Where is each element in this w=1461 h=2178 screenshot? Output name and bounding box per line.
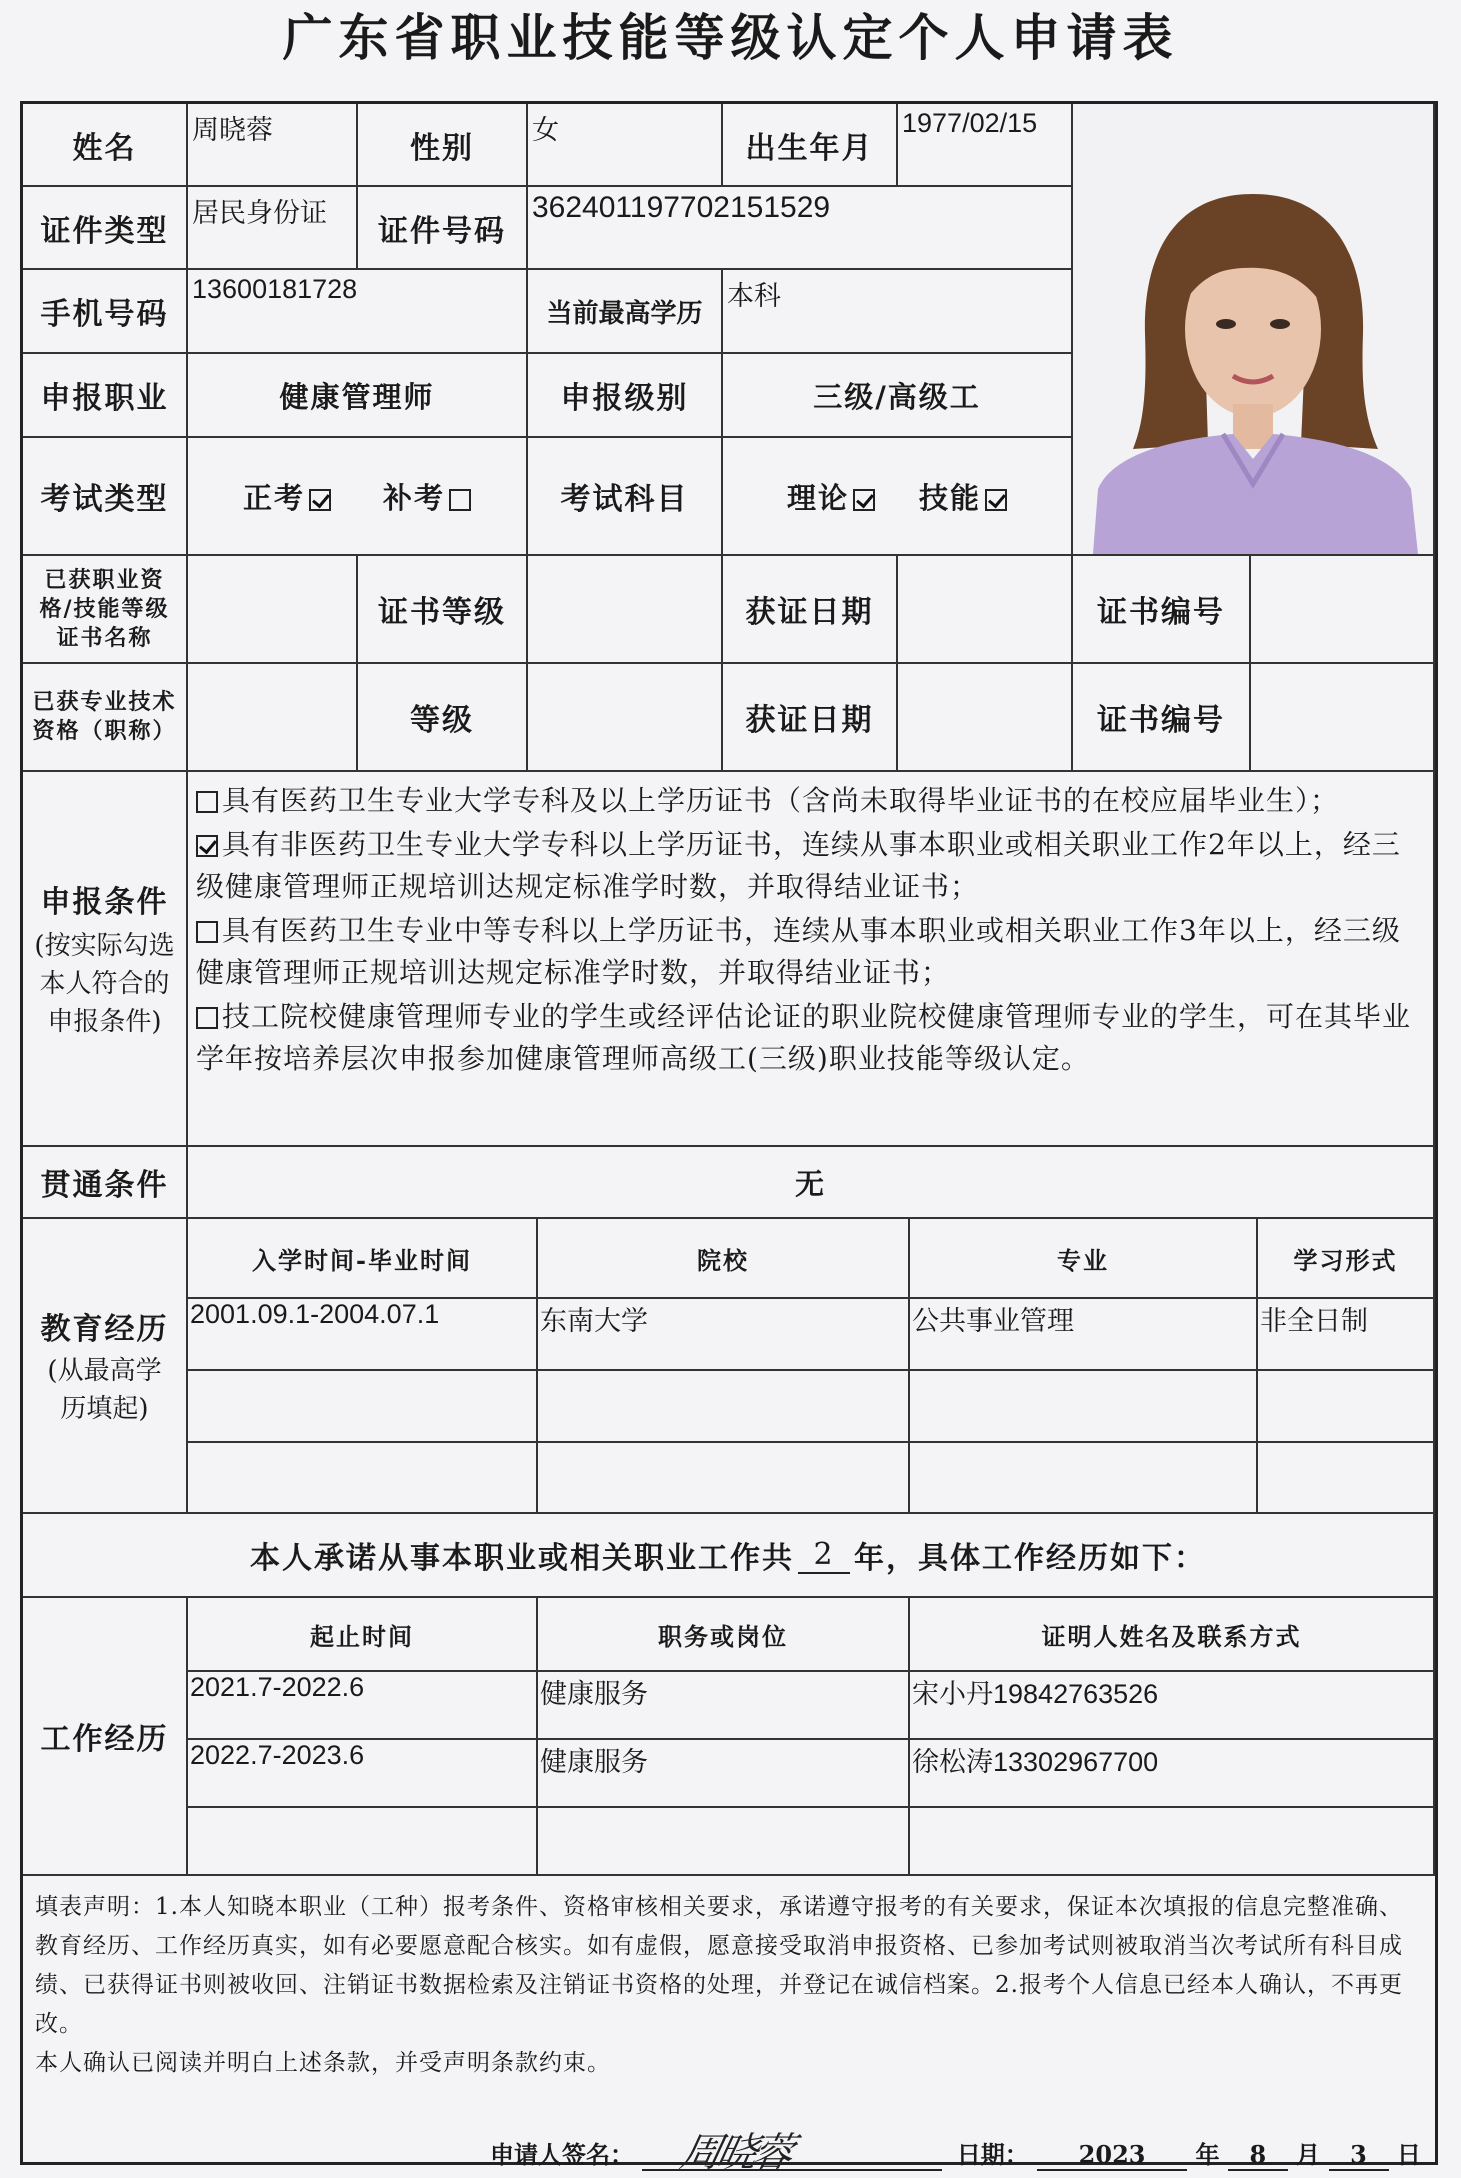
work-cell-reference[interactable]: 宋小丹19842763526 xyxy=(910,1672,1435,1740)
tech-title-label: 已获专业技术资格（职称） xyxy=(23,664,188,772)
cert-name-label: 已获职业资格/技能等级证书名称 xyxy=(23,556,188,664)
condition-text: 具有医药卫生专业中等专科以上学历证书，连续从事本职业或相关职业工作3年以上，经三级健康管理师正规培训达规定标准学时数，并取得结业证书； xyxy=(196,914,1401,989)
edu-cell-empty[interactable] xyxy=(538,1443,910,1514)
conditions-label-cell xyxy=(23,772,188,1147)
cert-level-value[interactable] xyxy=(528,556,723,664)
birth-label: 出生年月 xyxy=(723,104,898,187)
work-promise-suffix: 年，具体工作经历如下： xyxy=(854,1541,1206,1576)
exam-subject-theory[interactable] xyxy=(787,476,875,517)
exam-type-makeup[interactable] xyxy=(383,476,471,517)
exam-subject-skill-label: 技能 xyxy=(919,480,982,515)
signature-field[interactable] xyxy=(642,2130,942,2176)
exam-subject-label: 考试科目 xyxy=(528,438,723,556)
phone-value[interactable]: 13600181728 xyxy=(188,270,528,354)
edu-cell-empty[interactable] xyxy=(538,1371,910,1443)
work-cell-position[interactable]: 健康服务 xyxy=(538,1740,910,1808)
checkbox-checked-icon[interactable] xyxy=(853,489,875,511)
education-label: 当前最高学历 xyxy=(528,270,723,354)
through-value[interactable]: 无 xyxy=(188,1147,1435,1219)
edu-header-mode: 学习形式 xyxy=(1258,1219,1435,1299)
signature-line xyxy=(490,2130,1421,2176)
name-value[interactable]: 周晓蓉 xyxy=(188,104,358,187)
exam-type-makeup-label: 补考 xyxy=(383,480,446,515)
date-year[interactable]: 2023 xyxy=(1037,2140,1187,2171)
condition-item[interactable] xyxy=(196,910,1423,994)
cert-level-label: 证书等级 xyxy=(358,556,528,664)
edu-cell-empty[interactable] xyxy=(1258,1443,1435,1514)
condition-text: 具有非医药卫生专业大学专科以上学历证书，连续从事本职业或相关职业工作2年以上，经三级健康管理师正规培训达规定标准学时数，并取得结业证书； xyxy=(196,828,1401,903)
declaration-text: 填表声明：1.本人知晓本职业（工种）报考条件、资格审核相关要求，承诺遵守报考的有关要求，保证本次填报的信息完整准确、教育经历、工作经历真实，如有必要愿意配合核实。如有虚假，愿意接受取消申报资格、已参加考试则被取消当次考试所有科目成绩、已获得证书则被收回、注销证书数据检索及注销证书资格的处理，并登记在诚信档案。2.报考个人信息已经本人确认，不再更改。 xyxy=(35,1894,1403,2037)
checkbox-unchecked-icon[interactable] xyxy=(196,791,218,813)
level-value[interactable]: 三级/高级工 xyxy=(723,354,1073,438)
exam-type-label: 考试类型 xyxy=(23,438,188,556)
name-label: 姓名 xyxy=(23,104,188,187)
work-promise-prefix: 本人承诺从事本职业或相关职业工作共 xyxy=(250,1541,794,1576)
date-label: 日期： xyxy=(956,2140,1029,2169)
edu-header-period: 入学时间-毕业时间 xyxy=(188,1219,538,1299)
edu-cell-empty[interactable] xyxy=(188,1371,538,1443)
conditions-list xyxy=(188,772,1435,1147)
exam-subject-theory-label: 理论 xyxy=(786,480,849,515)
level-label: 申报级别 xyxy=(528,354,723,438)
cert-no-label: 证书编号 xyxy=(1073,556,1251,664)
work-promise xyxy=(23,1514,1435,1598)
id-type-label: 证件类型 xyxy=(23,187,188,270)
edu-note: (从最高学历填起) xyxy=(47,1355,162,1424)
edu-cell-school[interactable]: 东南大学 xyxy=(538,1299,910,1371)
handwritten-signature: 周晓蓉 xyxy=(676,2130,795,2176)
education-value[interactable]: 本科 xyxy=(723,270,1073,354)
checkbox-unchecked-icon[interactable] xyxy=(196,921,218,943)
through-label: 贯通条件 xyxy=(23,1147,188,1219)
checkbox-checked-icon[interactable] xyxy=(309,489,331,511)
edu-cell-empty[interactable] xyxy=(910,1371,1258,1443)
exam-subject-options xyxy=(723,438,1073,556)
tech-date-label: 获证日期 xyxy=(723,664,898,772)
phone-label: 手机号码 xyxy=(23,270,188,354)
work-header-position: 职务或岗位 xyxy=(538,1598,910,1672)
declaration xyxy=(23,1876,1435,2162)
id-no-value[interactable]: 362401197702151529 xyxy=(528,187,1073,270)
declaration-confirm: 本人确认已阅读并明白上述条款，并受声明条款约束。 xyxy=(35,2050,611,2076)
cert-no-value[interactable] xyxy=(1251,556,1435,664)
edu-header-school: 院校 xyxy=(538,1219,910,1299)
date-month-unit: 月 xyxy=(1296,2140,1321,2169)
exam-type-options xyxy=(188,438,528,556)
form-title: 广东省职业技能等级认定个人申请表 xyxy=(282,8,1179,67)
exam-subject-skill[interactable] xyxy=(919,476,1007,517)
occupation-label: 申报职业 xyxy=(23,354,188,438)
cert-date-value[interactable] xyxy=(898,556,1073,664)
conditions-note: (按实际勾选本人符合的申报条件) xyxy=(34,930,175,1037)
condition-item[interactable] xyxy=(196,780,1423,822)
edu-label-cell xyxy=(23,1219,188,1514)
work-cell-reference[interactable]: 徐松涛13302967700 xyxy=(910,1740,1435,1808)
edu-cell-major[interactable]: 公共事业管理 xyxy=(910,1299,1258,1371)
sign-label: 申请人签名： xyxy=(490,2140,634,2169)
tech-date-value[interactable] xyxy=(898,664,1073,772)
work-header-reference: 证明人姓名及联系方式 xyxy=(910,1598,1435,1672)
tech-no-value[interactable] xyxy=(1251,664,1435,772)
work-promise-years[interactable]: 2 xyxy=(798,1537,850,1574)
checkbox-checked-icon[interactable] xyxy=(985,489,1007,511)
condition-text: 具有医药卫生专业大学专科及以上学历证书（含尚未取得毕业证书的在校应届毕业生）； xyxy=(222,784,1340,817)
cert-date-label: 获证日期 xyxy=(723,556,898,664)
birth-value[interactable]: 1977/02/15 xyxy=(898,104,1073,187)
edu-cell-empty[interactable] xyxy=(1258,1371,1435,1443)
exam-type-regular[interactable] xyxy=(243,476,331,517)
occupation-value[interactable]: 健康管理师 xyxy=(188,354,528,438)
condition-item[interactable] xyxy=(196,824,1423,908)
application-form xyxy=(20,101,1438,2165)
date-year-unit: 年 xyxy=(1195,2140,1220,2169)
date-day[interactable]: 3 xyxy=(1329,2140,1389,2171)
checkbox-unchecked-icon[interactable] xyxy=(196,1007,218,1029)
gender-label: 性别 xyxy=(358,104,528,187)
work-cell-empty[interactable] xyxy=(188,1808,538,1876)
work-cell-empty[interactable] xyxy=(538,1808,910,1876)
date-month[interactable]: 8 xyxy=(1228,2140,1288,2171)
conditions-label: 申报条件 xyxy=(40,884,169,920)
tech-title-value[interactable] xyxy=(188,664,358,772)
id-no-label: 证件号码 xyxy=(358,187,528,270)
edu-header-major: 专业 xyxy=(910,1219,1258,1299)
work-header-period: 起止时间 xyxy=(188,1598,538,1672)
applicant-photo xyxy=(1073,104,1435,556)
work-label: 工作经历 xyxy=(23,1598,188,1876)
edu-cell-empty[interactable] xyxy=(910,1443,1258,1514)
work-cell-position[interactable]: 健康服务 xyxy=(538,1672,910,1740)
date-day-unit: 日 xyxy=(1396,2140,1421,2169)
exam-type-regular-label: 正考 xyxy=(242,480,305,515)
portrait-image xyxy=(1073,104,1433,554)
edu-cell-period[interactable]: 2001.09.1-2004.07.1 xyxy=(188,1299,538,1371)
cert-name-value[interactable] xyxy=(188,556,358,664)
condition-item[interactable] xyxy=(196,996,1423,1080)
tech-level-label: 等级 xyxy=(358,664,528,772)
work-cell-period[interactable]: 2022.7-2023.6 xyxy=(188,1740,538,1808)
work-cell-period[interactable]: 2021.7-2022.6 xyxy=(188,1672,538,1740)
gender-value[interactable]: 女 xyxy=(528,104,723,187)
edu-cell-mode[interactable]: 非全日制 xyxy=(1258,1299,1435,1371)
edu-cell-empty[interactable] xyxy=(188,1443,538,1514)
tech-no-label: 证书编号 xyxy=(1073,664,1251,772)
checkbox-unchecked-icon[interactable] xyxy=(449,489,471,511)
edu-label: 教育经历 xyxy=(40,1311,169,1347)
work-cell-empty[interactable] xyxy=(910,1808,1435,1876)
tech-level-value[interactable] xyxy=(528,664,723,772)
checkbox-checked-icon[interactable] xyxy=(196,835,218,857)
id-type-value[interactable]: 居民身份证 xyxy=(188,187,358,270)
condition-text: 技工院校健康管理师专业的学生或经评估论证的职业院校健康管理师专业的学生，可在其毕业学年按培养层次申报参加健康管理师高级工(三级)职业技能等级认定。 xyxy=(196,1000,1412,1075)
